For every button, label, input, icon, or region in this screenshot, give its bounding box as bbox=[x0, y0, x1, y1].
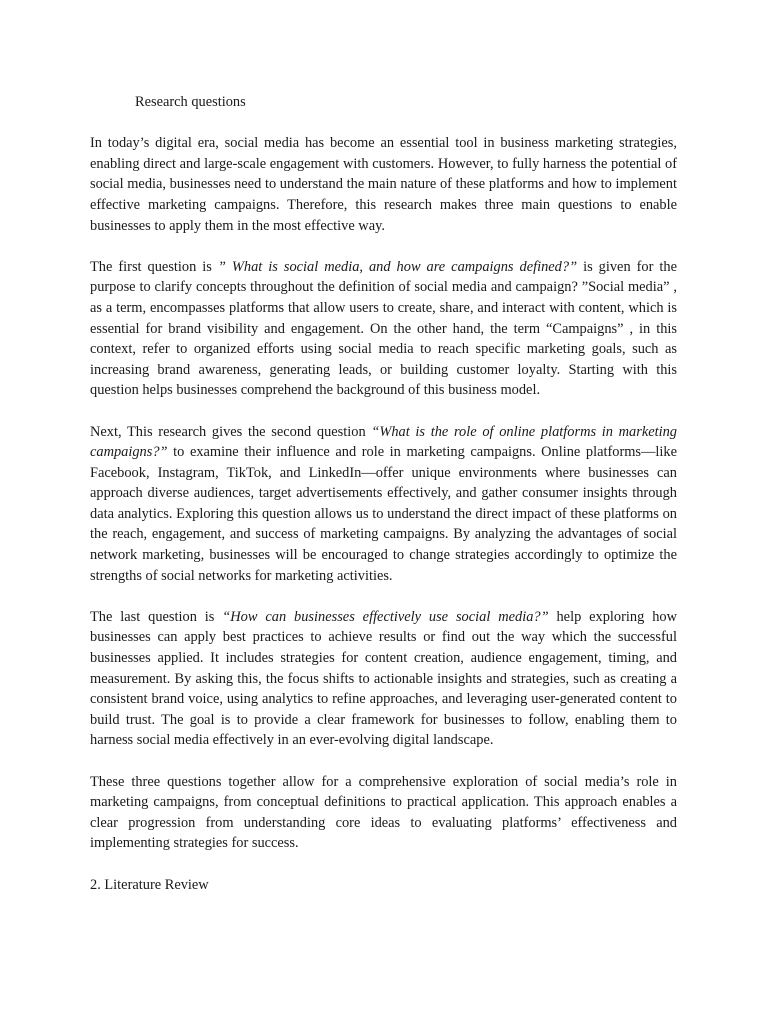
question-two-lead: Next, This research gives the second question bbox=[90, 423, 372, 440]
question-three-text: “How can businesses effectively use social media?” bbox=[222, 608, 549, 625]
literature-review-heading: 2. Literature Review bbox=[90, 876, 209, 893]
intro-paragraph: In today’s digital era, social media has become an essential tool in business marketing strategies, enabling direct and large-scale engagement with customers. However, to fully harness the potential of social media, businesses need to understand the main nature of these platforms and how to implement effective marketing campaigns. Therefore, this research makes three main questions to enable businesses to apply them in the most effective way. bbox=[90, 135, 677, 234]
question-three-paragraph bbox=[90, 607, 677, 751]
question-one-text: ” What is social media, and how are campaigns defined?” bbox=[217, 258, 584, 275]
question-one-paragraph bbox=[90, 257, 677, 401]
question-one-lead: The first question is bbox=[90, 258, 218, 275]
section-heading: Research questions bbox=[135, 94, 246, 110]
question-two-text: “What is the role of online platforms in marketing campaigns?” bbox=[90, 423, 677, 461]
question-two-paragraph bbox=[90, 422, 677, 587]
question-three-lead: The last question is bbox=[90, 608, 223, 625]
question-one-body: is given for the purpose to clarify concepts throughout the definition of social media and campaign? ”Social media” , as a term, encompasses platforms that allow users to create, share, and interact with content, which is essential for brand visibility and engagement. On the other hand, the term “Campaigns” , in this context, refer to organized efforts using social media to reach specific marketing goals, such as increasing brand awareness, generating leads, or building customer loyalty. Starting with this question helps businesses comprehend the background of this business model. bbox=[90, 258, 677, 399]
conclusion-paragraph: These three questions together allow for a comprehensive exploration of social media’s role in marketing campaigns, from conceptual definitions to practical application. This approach enables a clear progression from understanding core ideas to evaluating platforms’ effectiveness and implementing strategies for success. bbox=[90, 773, 677, 852]
question-three-body: help exploring how businesses can apply best practices to achieve results or find out the way which the successful businesses applied. It includes strategies for content creation, audience engagement, timing, and measurement. By asking this, the focus shifts to actionable insights and strategies, such as creating a consistent brand voice, using analytics to refine approaches, and leveraging user-generated content to build trust. The goal is to provide a clear framework for businesses to follow, enabling them to harness social media effectively in an ever-evolving digital landscape. bbox=[90, 608, 677, 749]
document-body bbox=[90, 92, 677, 895]
question-two-body: to examine their influence and role in marketing campaigns. Online platforms—like Facebook, Instagram, TikTok, and LinkedIn—offer unique environments where businesses can approach diverse audiences, target advertisements effectively, and gather consumer insights through data analytics. Exploring this question allows us to understand the direct impact of these platforms on the reach, engagement, and success of marketing campaigns. By analyzing the advantages of social network marketing, businesses will be encouraged to change strategies accordingly to optimize the strengths of social networks for marketing activities. bbox=[90, 444, 678, 584]
